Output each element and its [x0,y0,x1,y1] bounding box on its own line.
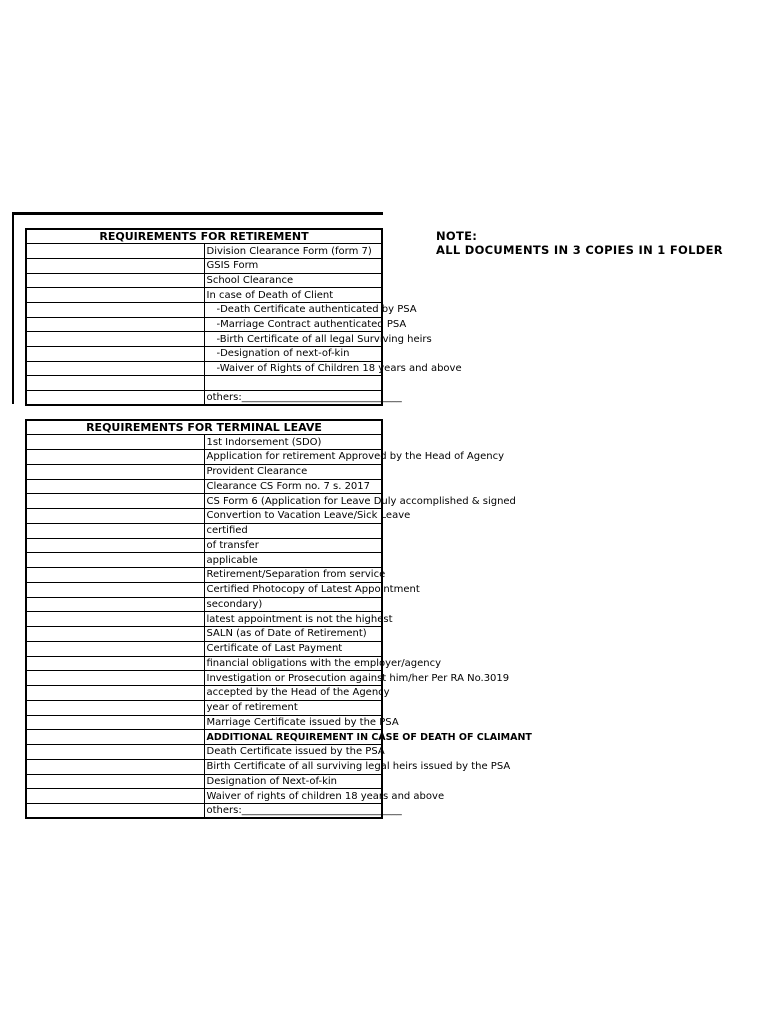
checkbox-cell[interactable] [26,332,204,347]
table-row[interactable] [26,361,382,376]
list-item: Death Certificate issued by the PSA [204,745,382,760]
list-item: Division Clearance Form (form 7) [204,244,382,259]
retirement-title: REQUIREMENTS FOR RETIREMENT [26,229,382,244]
checkbox-cell[interactable] [26,568,204,583]
checkbox-cell[interactable] [26,715,204,730]
checkbox-cell[interactable] [26,627,204,642]
list-item: year of retirement [204,700,382,715]
checkbox-cell[interactable] [26,244,204,259]
checkbox-cell[interactable] [26,288,204,303]
table-row[interactable] [26,347,382,362]
table-row[interactable] [26,686,382,701]
frame-left-border [12,212,14,404]
list-item: Investigation or Prosecution against him/her Per RA No.3019 [204,671,382,686]
list-item: -Birth Certificate of all legal Surviving heirs [204,332,382,347]
table-row[interactable] [26,745,382,760]
table-row[interactable] [26,553,382,568]
table-row[interactable] [26,464,382,479]
checkbox-cell[interactable] [26,523,204,538]
table-row[interactable] [26,450,382,465]
frame-top-border [12,212,383,215]
checkbox-cell[interactable] [26,686,204,701]
list-item: -Designation of next-of-kin [204,347,382,362]
note-block [436,229,723,257]
checkbox-cell[interactable] [26,317,204,332]
checkbox-cell[interactable] [26,464,204,479]
terminal-leave-title: REQUIREMENTS FOR TERMINAL LEAVE [26,420,382,435]
checkbox-cell[interactable] [26,347,204,362]
checkbox-cell[interactable] [26,258,204,273]
checkbox-cell[interactable] [26,302,204,317]
table-row[interactable] [26,494,382,509]
checkbox-cell[interactable] [26,553,204,568]
list-item: Provident Clearance [204,464,382,479]
table-row[interactable] [26,288,382,303]
list-item: Certified Photocopy of Latest Appointment [204,582,382,597]
checkbox-cell[interactable] [26,597,204,612]
list-item: SALN (as of Date of Retirement) [204,627,382,642]
terminal-leave-requirements-table [25,419,532,819]
table-row[interactable] [26,509,382,524]
death-claimant-subheader: ADDITIONAL REQUIREMENT IN CASE OF DEATH OF CLAIMANT [204,730,382,745]
checkbox-cell[interactable] [26,273,204,288]
list-item: of transfer [204,538,382,553]
table-row[interactable] [26,700,382,715]
list-item: Convertion to Vacation Leave/Sick Leave [204,509,382,524]
list-item: -Marriage Contract authenticated PSA [204,317,382,332]
checkbox-cell[interactable] [26,435,204,450]
checkbox-cell[interactable] [26,479,204,494]
checkbox-cell[interactable] [26,582,204,597]
table-row[interactable] [26,774,382,789]
table-row[interactable] [26,479,382,494]
checkbox-cell[interactable] [26,671,204,686]
list-item: accepted by the Head of the Agency [204,686,382,701]
list-item: -Death Certificate authenticated by PSA [204,302,382,317]
table-row[interactable] [26,244,382,259]
table-row[interactable] [26,582,382,597]
note-text: ALL DOCUMENTS IN 3 COPIES IN 1 FOLDER [436,243,723,257]
checkbox-cell[interactable] [26,745,204,760]
list-item: Application for retirement Approved by the Head of Agency [204,450,382,465]
list-item: In case of Death of Client [204,288,382,303]
table-row[interactable] [26,715,382,730]
table-row[interactable] [26,258,382,273]
table-row[interactable] [26,391,382,406]
list-item: GSIS Form [204,258,382,273]
list-item: Clearance CS Form no. 7 s. 2017 [204,479,382,494]
table-row[interactable] [26,612,382,627]
checkbox-cell[interactable] [26,700,204,715]
table-row[interactable] [26,804,382,819]
table-row[interactable] [26,538,382,553]
checkbox-cell[interactable] [26,804,204,819]
table-row[interactable] [26,627,382,642]
table-row[interactable] [26,789,382,804]
checkbox-cell[interactable] [26,774,204,789]
checkbox-cell[interactable] [26,494,204,509]
table-row[interactable] [26,302,382,317]
checkbox-cell[interactable] [26,538,204,553]
table-row[interactable] [26,656,382,671]
list-item: -Waiver of Rights of Children 18 years and above [204,361,382,376]
table-row[interactable] [26,332,382,347]
note-label: NOTE: [436,229,478,243]
checkbox-cell[interactable] [26,376,204,391]
list-item: CS Form 6 (Application for Leave Duly accomplished & signed [204,494,382,509]
checkbox-cell[interactable] [26,612,204,627]
list-item: Marriage Certificate issued by the PSA [204,715,382,730]
checkbox-cell[interactable] [26,656,204,671]
table-row[interactable] [26,641,382,656]
checkbox-cell [26,730,204,745]
table-row[interactable] [26,523,382,538]
list-item: Waiver of rights of children 18 years and above [204,789,382,804]
table-row[interactable] [26,597,382,612]
list-item: Birth Certificate of all surviving legal heirs issued by the PSA [204,759,382,774]
list-item: financial obligations with the employer/agency [204,656,382,671]
table-row[interactable] [26,376,382,391]
table-row[interactable] [26,759,382,774]
table-row[interactable] [26,568,382,583]
others-field[interactable]: others:________________________________ [204,804,382,819]
list-item [204,376,382,391]
checkbox-cell[interactable] [26,361,204,376]
list-item: Certificate of Last Payment [204,641,382,656]
checkbox-cell[interactable] [26,641,204,656]
others-field[interactable]: others:________________________________ [204,391,382,406]
list-item: secondary) [204,597,382,612]
list-item: School Clearance [204,273,382,288]
list-item: applicable [204,553,382,568]
table-row[interactable] [26,435,382,450]
table-row[interactable] [26,273,382,288]
list-item: Retirement/Separation from service [204,568,382,583]
table-row[interactable] [26,671,382,686]
list-item: certified [204,523,382,538]
list-item: Designation of Next-of-kin [204,774,382,789]
list-item: latest appointment is not the highest [204,612,382,627]
checkbox-cell[interactable] [26,759,204,774]
table-row[interactable] [26,317,382,332]
checkbox-cell[interactable] [26,391,204,406]
list-item: 1st Indorsement (SDO) [204,435,382,450]
checkbox-cell[interactable] [26,509,204,524]
checkbox-cell[interactable] [26,789,204,804]
checkbox-cell[interactable] [26,450,204,465]
